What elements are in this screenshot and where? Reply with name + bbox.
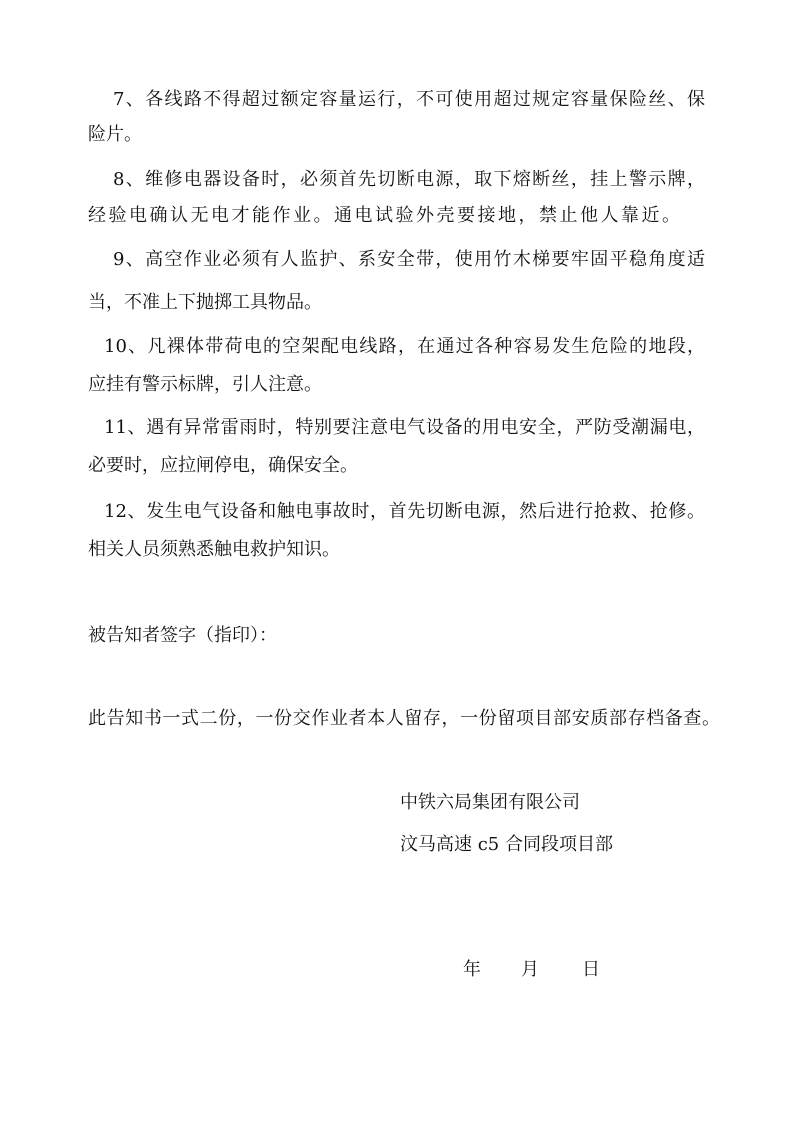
date-day: 日 xyxy=(582,959,600,980)
item-8-line-1: 8、维修电器设备时，必须首先切断电源，取下熔断丝，挂上警示牌， xyxy=(113,169,705,190)
signature-label: 被告知者签字（指印）： xyxy=(88,625,277,646)
item-8-line-2: 经验电确认无电才能作业。通电试验外壳要接地，禁止他人靠近。 xyxy=(88,205,680,226)
item-12-line-2: 相关人员须熟悉触电救护知识。 xyxy=(88,539,340,560)
item-12-line-1: 12、发生电气设备和触电事故时，首先切断电源，然后进行抢救、抢修。 xyxy=(104,501,705,522)
item-11-line-1: 11、遇有异常雷雨时，特别要注意电气设备的用电安全，严防受潮漏电， xyxy=(104,417,705,438)
item-7-line-2: 险片。 xyxy=(88,124,142,145)
copies-note: 此告知书一式二份，一份交作业者本人留存，一份留项目部安质部存档备查。 xyxy=(88,708,720,729)
item-9-line-2: 当，不准上下抛掷工具物品。 xyxy=(88,292,322,313)
item-11-line-2: 必要时，应拉闸停电，确保安全。 xyxy=(88,455,358,476)
department-name: 汶马高速 c5 合同段项目部 xyxy=(400,834,613,855)
item-9-line-1: 9、高空作业必须有人监护、系安全带，使用竹木梯要牢固平稳角度适 xyxy=(113,249,705,270)
item-10-line-1: 10、凡裸体带荷电的空架配电线路，在通过各种容易发生危险的地段， xyxy=(104,336,705,357)
company-name: 中铁六局集团有限公司 xyxy=(400,792,580,813)
date-month: 月 xyxy=(521,959,539,980)
item-7-line-1: 7、各线路不得超过额定容量运行，不可使用超过规定容量保险丝、保 xyxy=(113,89,705,110)
date-year: 年 xyxy=(463,959,481,980)
item-10-line-2: 应挂有警示标牌，引人注意。 xyxy=(88,374,322,395)
